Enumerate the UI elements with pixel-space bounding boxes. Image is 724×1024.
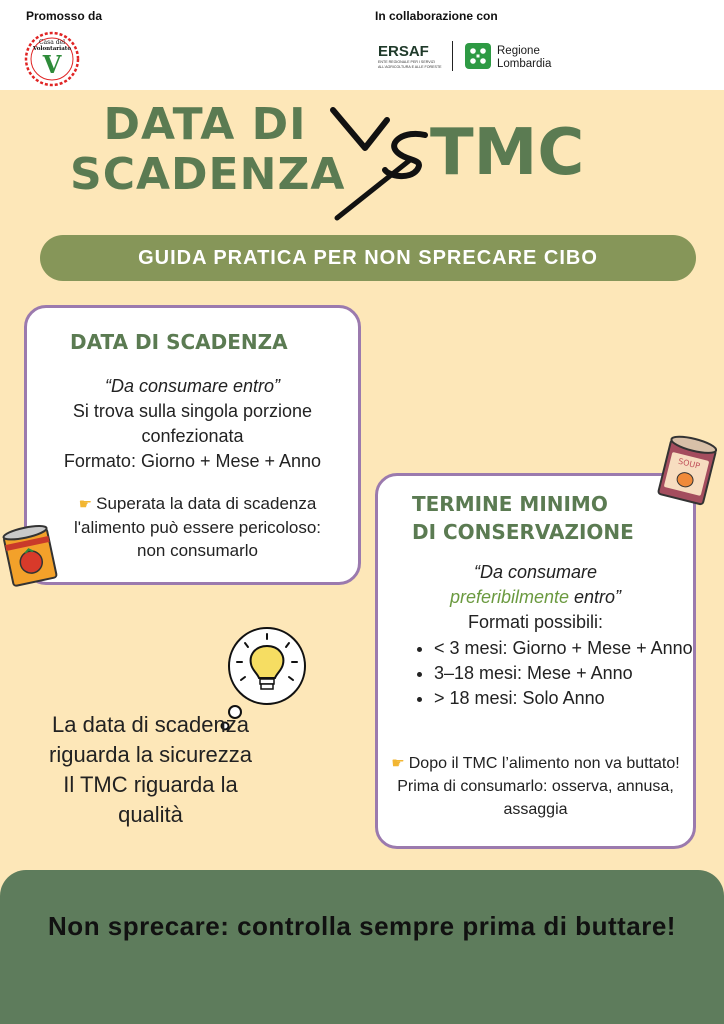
takeaway-safety: La data di scadenza riguarda la sicurezza xyxy=(49,712,252,767)
tmc-card-body xyxy=(392,560,679,635)
tmc-note-text-1: Dopo il TMC l’alimento non va buttato! xyxy=(408,755,680,772)
key-takeaway xyxy=(38,710,263,830)
svg-text:SOUP: SOUP xyxy=(677,456,701,471)
expiry-card-title: DATA DI SCADENZA xyxy=(70,330,288,354)
logo-divider xyxy=(452,41,453,71)
soup-can-icon xyxy=(652,432,722,512)
tmc-title-line-1: TERMINE MINIMO xyxy=(412,492,608,516)
expiry-date-card xyxy=(24,305,361,585)
title-left-line-2: SCADENZA xyxy=(70,149,346,200)
tmc-quote-line-2 xyxy=(392,585,679,610)
svg-text:Casa del: Casa del xyxy=(38,39,66,46)
tmc-formats-label: Formati possibili: xyxy=(467,612,604,632)
regione-lombardia-logo xyxy=(463,40,573,72)
casa-volontariato-logo xyxy=(24,31,80,87)
tmc-quote-end: entro” xyxy=(574,587,622,607)
expiry-card-body xyxy=(37,374,348,474)
tmc-card xyxy=(375,473,696,849)
tmc-quote-line-1: “Da consumare xyxy=(473,562,598,582)
footer-message: Non sprecare: controlla sempre prima di buttare! xyxy=(48,911,676,941)
svg-text:V: V xyxy=(42,50,62,79)
svg-text:Regione: Regione xyxy=(497,45,540,57)
versus-mark xyxy=(325,100,445,230)
expiry-format-text: Formato: Giorno + Mese + Anno xyxy=(63,451,322,471)
pointing-hand-icon: ☛ xyxy=(78,496,93,513)
header-bar xyxy=(0,0,724,90)
title-data-di-scadenza xyxy=(70,99,346,200)
tmc-card-title xyxy=(412,490,634,546)
ersaf-logo xyxy=(377,40,442,72)
svg-text:Lombardia: Lombardia xyxy=(497,58,552,70)
tmc-title-line-2: DI CONSERVAZIONE xyxy=(412,520,634,544)
list-item: • 3–18 mesi: Mese + Anno xyxy=(434,661,693,686)
svg-text:ERSAF: ERSAF xyxy=(378,43,429,60)
expiry-warning xyxy=(67,492,328,562)
list-item: • > 18 mesi: Solo Anno xyxy=(434,686,693,711)
footer-banner xyxy=(0,870,724,1024)
expiry-location-text: Si trova sulla singola porzione confezionata xyxy=(72,401,313,446)
tmc-note-text-2: Prima di consumarlo: osserva, annusa, assaggia xyxy=(397,778,674,818)
tmc-formats-list xyxy=(414,636,693,711)
svg-text:Volontariato: Volontariato xyxy=(32,46,72,52)
tmc-note xyxy=(390,752,681,821)
collaboration-label: In collaborazione con xyxy=(375,9,498,23)
title-tmc: TMC xyxy=(430,116,585,190)
svg-text:ENTE REGIONALE PER I SERVIZI: ENTE REGIONALE PER I SERVIZI xyxy=(378,60,435,64)
tmc-note-line-1 xyxy=(390,752,681,775)
promoted-by-label: Promosso da xyxy=(26,9,103,23)
tomato-can-icon xyxy=(0,522,62,590)
tmc-quote-highlight: preferibilmente xyxy=(449,587,569,607)
pointing-hand-icon: ☛ xyxy=(391,755,405,772)
subtitle-banner: GUIDA PRATICA PER NON SPRECARE CIBO xyxy=(40,235,696,281)
expiry-warning-text: Superata la data di scadenza l'alimento può essere pericoloso: non consumarlo xyxy=(73,494,322,560)
list-item: • < 3 mesi: Giorno + Mese + Anno xyxy=(434,636,693,661)
takeaway-quality: Il TMC riguarda la qualità xyxy=(63,772,238,827)
svg-text:ALL'AGRICOLTURA E ALLE FORESTE: ALL'AGRICOLTURA E ALLE FORESTE xyxy=(378,65,442,69)
expiry-quote: “Da consumare entro” xyxy=(104,376,281,396)
title-left-line-1: DATA DI xyxy=(103,99,307,150)
